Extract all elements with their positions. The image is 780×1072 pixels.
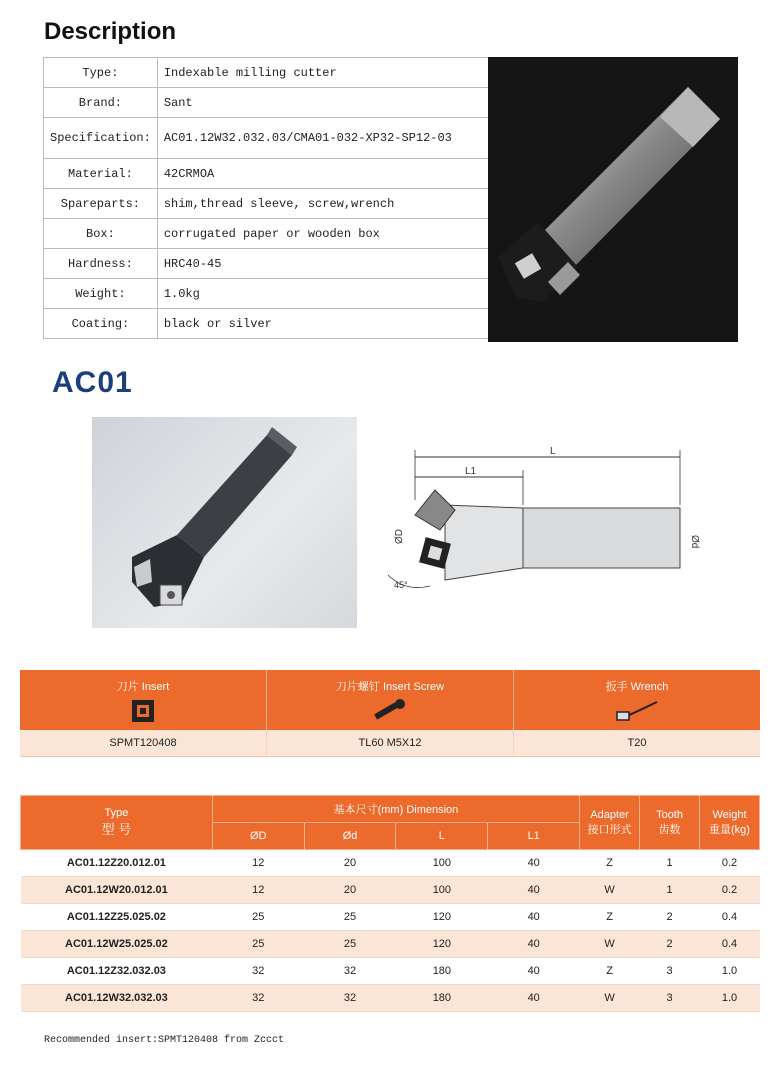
table-row — [21, 931, 760, 958]
cell-d: 25 — [212, 931, 304, 958]
dim-label-D: ØD — [394, 529, 405, 544]
spec-value: corrugated paper or wooden box — [157, 219, 493, 249]
insert-icon — [130, 698, 156, 724]
drawing-svg — [380, 440, 710, 600]
subheader-L: L — [396, 823, 488, 850]
cell-l1: 40 — [488, 904, 580, 931]
table-row — [21, 877, 760, 904]
cell-l1: 40 — [488, 850, 580, 877]
cell-type: AC01.12Z20.012.01 — [21, 850, 213, 877]
spec-label: Brand: — [44, 88, 158, 118]
spec-value: AC01.12W32.032.03/CMA01-032-XP32-SP12-03 — [157, 118, 493, 159]
spec-value: Sant — [157, 88, 493, 118]
product-photo — [488, 57, 738, 342]
spec-label: Specification: — [44, 118, 158, 159]
cell-weight: 0.2 — [699, 850, 759, 877]
screw-icon — [370, 698, 410, 724]
dim-label-L: L — [550, 446, 556, 457]
spec-row-brand — [44, 88, 494, 118]
cell-l: 180 — [396, 958, 488, 985]
spec-table — [43, 57, 494, 339]
spec-row-weight — [44, 279, 494, 309]
cell-weight: 0.2 — [699, 877, 759, 904]
spec-value: shim,thread sleeve, screw,wrench — [157, 189, 493, 219]
footnote: Recommended insert:SPMT120408 from Zccct — [44, 1035, 285, 1046]
subheader-L1: L1 — [488, 823, 580, 850]
cell-d: 20 — [304, 850, 396, 877]
spec-value: 1.0kg — [157, 279, 493, 309]
cell-weight: 1.0 — [699, 958, 759, 985]
cell-l1: 40 — [488, 985, 580, 1012]
spec-value: 42CRMOA — [157, 159, 493, 189]
cell-adapter: W — [580, 877, 640, 904]
cell-weight: 0.4 — [699, 904, 759, 931]
cell-adapter: W — [580, 985, 640, 1012]
cutter-render-image — [92, 417, 357, 628]
weight-header-en: Weight — [712, 808, 747, 821]
model-title: AC01 — [52, 366, 133, 399]
spec-label: Weight: — [44, 279, 158, 309]
cell-type: AC01.12Z32.032.03 — [21, 958, 213, 985]
tooth-header-en: Tooth — [656, 808, 683, 821]
cell-type: AC01.12W25.025.02 — [21, 931, 213, 958]
table-row — [21, 985, 760, 1012]
wrench-icon — [613, 698, 661, 724]
accessory-header-screw — [267, 670, 514, 730]
milling-cutter-photo-image — [488, 57, 738, 342]
spec-row-coating — [44, 309, 494, 339]
spec-row-spareparts — [44, 189, 494, 219]
spec-label: Box: — [44, 219, 158, 249]
table-row — [21, 850, 760, 877]
accessory-header-label: 刀片 Insert — [116, 681, 170, 693]
cell-weight: 1.0 — [699, 985, 759, 1012]
cell-d: 32 — [304, 958, 396, 985]
spec-label: Coating: — [44, 309, 158, 339]
weight-header-cn: 重量(kg) — [709, 823, 750, 836]
cell-l1: 40 — [488, 958, 580, 985]
accessory-wrench-value: T20 — [627, 737, 647, 749]
cell-d: 32 — [212, 958, 304, 985]
accessory-screw-value: TL60 M5X12 — [267, 730, 514, 756]
spec-row-box — [44, 219, 494, 249]
accessory-header-label: 刀片螺钉 Insert Screw — [335, 681, 445, 693]
cell-l: 100 — [396, 877, 488, 904]
cell-tooth: 2 — [640, 904, 700, 931]
cell-tooth: 3 — [640, 985, 700, 1012]
adapter-header-en: Adapter — [590, 808, 629, 821]
accessory-header-row — [20, 670, 760, 730]
accessory-insert-value: SPMT120408 — [20, 730, 267, 756]
type-header-en: Type — [104, 807, 129, 819]
dimension-table — [20, 795, 760, 1012]
cell-d: 12 — [212, 850, 304, 877]
cell-l: 100 — [396, 850, 488, 877]
spec-row-hardness — [44, 249, 494, 279]
accessory-value-row — [20, 730, 760, 757]
spec-row-material — [44, 159, 494, 189]
cell-weight: 0.4 — [699, 931, 759, 958]
dimension-body — [21, 850, 760, 1012]
spec-row-specification — [44, 118, 494, 159]
spec-label: Spareparts: — [44, 189, 158, 219]
cell-tooth: 3 — [640, 958, 700, 985]
cell-d: 20 — [304, 877, 396, 904]
spec-value: Indexable milling cutter — [157, 58, 493, 88]
cell-tooth: 1 — [640, 850, 700, 877]
type-header-cn: 型 号 — [101, 822, 132, 837]
cell-l: 180 — [396, 985, 488, 1012]
adapter-header — [580, 796, 640, 850]
spec-value: HRC40-45 — [157, 249, 493, 279]
cell-type: AC01.12W20.012.01 — [21, 877, 213, 904]
cell-l1: 40 — [488, 877, 580, 904]
cell-adapter: Z — [580, 904, 640, 931]
tooth-header-cn: 齿数 — [658, 823, 681, 836]
dim-label-L1: L1 — [465, 466, 477, 477]
type-header — [21, 796, 213, 850]
dimension-header-row — [21, 796, 760, 823]
cutter-render — [92, 417, 357, 628]
cell-type: AC01.12Z25.025.02 — [21, 904, 213, 931]
cell-l: 120 — [396, 904, 488, 931]
cell-l1: 40 — [488, 931, 580, 958]
cell-adapter: Z — [580, 958, 640, 985]
cell-d: 25 — [212, 904, 304, 931]
cell-adapter: Z — [580, 850, 640, 877]
spec-label: Material: — [44, 159, 158, 189]
cell-d: 25 — [304, 904, 396, 931]
cell-type: AC01.12W32.032.03 — [21, 985, 213, 1012]
cell-d: 25 — [304, 931, 396, 958]
table-row — [21, 904, 760, 931]
accessory-header-insert — [20, 670, 267, 730]
cell-tooth: 2 — [640, 931, 700, 958]
table-row — [21, 958, 760, 985]
subheader-D: ØD — [212, 823, 304, 850]
cell-d: 12 — [212, 877, 304, 904]
cell-d: 32 — [212, 985, 304, 1012]
accessory-header-wrench — [514, 670, 760, 730]
spec-row-type — [44, 58, 494, 88]
tooth-header — [640, 796, 700, 850]
technical-drawing — [380, 440, 710, 600]
dimension-group-header: 基本尺寸(mm) Dimension — [212, 796, 579, 823]
spec-label: Type: — [44, 58, 158, 88]
subheader-d: Ød — [304, 823, 396, 850]
weight-header — [699, 796, 759, 850]
cell-l: 120 — [396, 931, 488, 958]
dim-label-d: Ød — [689, 535, 700, 549]
adapter-header-cn: 接口形式 — [587, 823, 632, 836]
dim-label-angle: 45° — [394, 580, 408, 590]
description-title: Description — [44, 18, 177, 45]
spec-value: black or silver — [157, 309, 493, 339]
cell-tooth: 1 — [640, 877, 700, 904]
accessory-table — [20, 670, 760, 757]
cell-d: 32 — [304, 985, 396, 1012]
spec-label: Hardness: — [44, 249, 158, 279]
cell-adapter: W — [580, 931, 640, 958]
accessory-header-label: 扳手 Wrench — [605, 681, 669, 693]
